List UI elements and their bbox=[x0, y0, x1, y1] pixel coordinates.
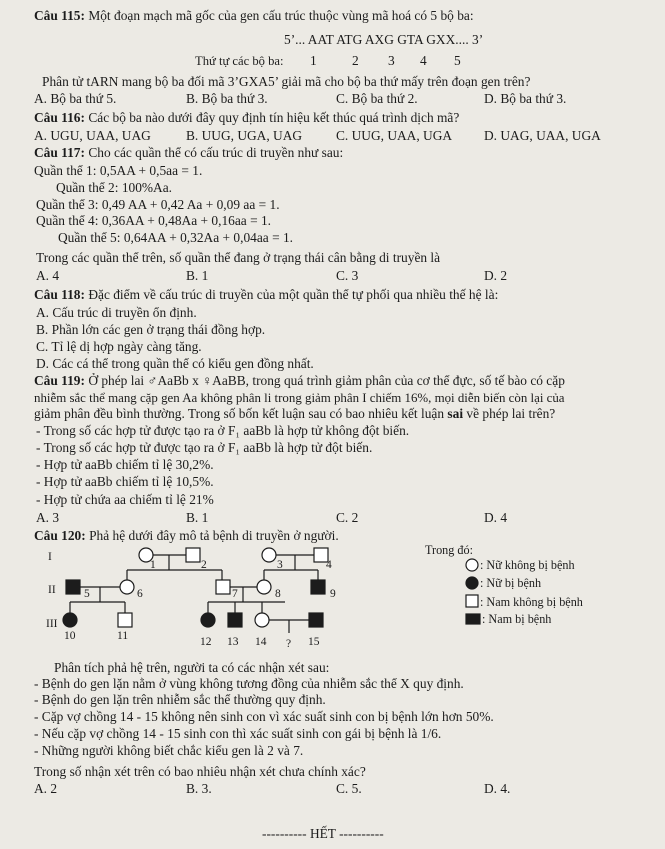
q117-option-d[interactable]: D. 2 bbox=[484, 268, 508, 283]
legend-male-healthy: : Nam không bị bệnh bbox=[480, 595, 583, 609]
gen-label-2: II bbox=[48, 584, 56, 596]
q119-statement-4: - Hợp tử aaBb chiếm tỉ lệ 10,5%. bbox=[36, 474, 214, 489]
q120-option-b[interactable]: B. 3. bbox=[186, 781, 212, 796]
individual-1-label: 1 bbox=[150, 559, 156, 571]
q120-option-a[interactable]: A. 2 bbox=[34, 781, 58, 796]
individual-7-label: 7 bbox=[232, 588, 238, 600]
q120-number: Câu 120: bbox=[34, 528, 86, 543]
individual-14-symbol bbox=[255, 613, 269, 627]
q116-header bbox=[34, 110, 459, 126]
pedigree-legend bbox=[425, 543, 583, 626]
gen-label-3: III bbox=[46, 618, 58, 630]
gen-label-1: I bbox=[48, 551, 52, 563]
unknown-child-label: ? bbox=[286, 638, 292, 650]
q119-number: Câu 119: bbox=[34, 373, 85, 388]
q120-intro: Phân tích phả hệ trên, người ta có các nhận xét sau: bbox=[54, 660, 330, 675]
q115-order-1: 1 bbox=[310, 53, 317, 68]
individual-11-symbol bbox=[118, 613, 132, 627]
q115-option-a[interactable]: A. Bộ ba thứ 5. bbox=[34, 91, 117, 106]
q117-pop-5: Quần thể 5: 0,64AA + 0,32Aa + 0,04aa = 1. bbox=[58, 230, 294, 245]
q120-statement-5: - Những người không biết chắc kiểu gen là 2 và 7. bbox=[34, 743, 304, 758]
individual-13-symbol bbox=[228, 613, 242, 627]
individual-11-label: 11 bbox=[117, 630, 129, 642]
q120-option-d[interactable]: D. 4. bbox=[484, 781, 511, 796]
individual-5-symbol bbox=[66, 580, 80, 594]
q118-text: Đặc điểm về cấu trúc di truyền của một quần thể tự phối qua nhiều thế hệ là: bbox=[88, 287, 499, 302]
q117-option-b[interactable]: B. 1 bbox=[186, 268, 209, 283]
individual-6-symbol bbox=[120, 580, 134, 594]
q119-option-d[interactable]: D. 4 bbox=[484, 510, 508, 525]
q116-option-a[interactable]: A. UGU, UAA, UAG bbox=[34, 128, 151, 143]
q115-question: Phân tử tARN mang bộ ba đối mã 3’GXA5’ giải mã cho bộ ba thứ mấy trên đoạn gen trên? bbox=[42, 74, 531, 89]
q118-number: Câu 118: bbox=[34, 287, 85, 302]
q117-option-c[interactable]: C. 3 bbox=[336, 268, 359, 283]
q120-statement-4: - Nếu cặp vợ chồng 14 - 15 sinh con thì xác suất sinh con gái bị bệnh là 1/6. bbox=[34, 726, 442, 741]
q119-text-3c: về phép lai trên? bbox=[463, 406, 556, 421]
q116-text: Các bộ ba nào dưới đây quy định tín hiệu kết thúc quá trình dịch mã? bbox=[88, 110, 460, 125]
individual-2-symbol bbox=[186, 548, 200, 562]
footer-end: ---------- HẾT ---------- bbox=[262, 826, 384, 841]
q117-pop-2: Quần thể 2: 100%Aa. bbox=[56, 180, 173, 195]
q119-statement-1: - Trong số các hợp tử được tạo ra ở F₁ aaBb là hợp tử không đột biến. bbox=[36, 423, 410, 438]
q118-option-a[interactable]: A. Cấu trúc di truyền ổn định. bbox=[36, 305, 197, 320]
q119-line-3 bbox=[34, 406, 555, 422]
q119-option-c[interactable]: C. 2 bbox=[336, 510, 359, 525]
individual-8-symbol bbox=[257, 580, 271, 594]
q115-order-label: Thứ tự các bộ ba: bbox=[195, 54, 284, 68]
q120-question: Trong số nhận xét trên có bao nhiêu nhận xét chưa chính xác? bbox=[34, 764, 366, 779]
individual-2-label: 2 bbox=[201, 559, 207, 571]
q117-header bbox=[34, 145, 343, 161]
legend-male-healthy-symbol bbox=[466, 595, 478, 607]
individual-10-label: 10 bbox=[64, 630, 76, 642]
individual-7-symbol bbox=[216, 580, 230, 594]
q115-order-5: 5 bbox=[454, 53, 461, 68]
q116-number: Câu 116: bbox=[34, 110, 85, 125]
q115-text: Một đoạn mạch mã gốc của gen cấu trúc thuộc vùng mã hoá có 5 bộ ba: bbox=[88, 8, 474, 23]
q119-text-1: Ở phép lai ♂AaBb x ♀AaBB, trong quá trình giảm phân của cơ thể đực, số tế bào có cặp bbox=[88, 373, 565, 388]
individual-8-label: 8 bbox=[275, 588, 281, 600]
legend-title: Trong đó: bbox=[425, 543, 473, 557]
q117-pop-4: Quần thể 4: 0,36AA + 0,48Aa + 0,16aa = 1. bbox=[36, 213, 272, 228]
q117-pop-3: Quần thể 3: 0,49 AA + 0,42 Aa + 0,09 aa = 1. bbox=[36, 197, 280, 212]
q115-order-4: 4 bbox=[420, 53, 427, 68]
q115-option-c[interactable]: C. Bộ ba thứ 2. bbox=[336, 91, 418, 106]
q119-line-2: nhiễm sắc thể mang cặp gen Aa không phân li trong giảm phân I chiếm 16%, mọi diễn biến còn lại của bbox=[34, 391, 565, 405]
q115-order-3: 3 bbox=[388, 53, 395, 68]
individual-4-label: 4 bbox=[326, 559, 332, 571]
q115-sequence: 5’... AAT ATG AXG GTA GXX.... 3’ bbox=[284, 32, 484, 47]
q120-text: Phả hệ dưới đây mô tả bệnh di truyền ở người. bbox=[89, 528, 339, 543]
individual-3-label: 3 bbox=[277, 559, 283, 571]
legend-female-affected-symbol bbox=[466, 577, 478, 589]
q118-option-b[interactable]: B. Phần lớn các gen ở trạng thái đồng hợp. bbox=[36, 322, 266, 337]
individual-5-label: 5 bbox=[84, 588, 90, 600]
q115-option-d[interactable]: D. Bộ ba thứ 3. bbox=[484, 91, 567, 106]
individual-10-symbol bbox=[63, 613, 77, 627]
pedigree-chart bbox=[0, 540, 665, 660]
q115-order-2: 2 bbox=[352, 53, 359, 68]
legend-female-affected: : Nữ bị bệnh bbox=[480, 576, 542, 590]
legend-female-healthy-symbol bbox=[466, 559, 478, 571]
q119-text-3b: sai bbox=[447, 406, 464, 421]
q119-option-a[interactable]: A. 3 bbox=[36, 510, 60, 525]
q116-option-b[interactable]: B. UUG, UGA, UAG bbox=[186, 128, 303, 143]
q119-text-3a: giảm phân đều bình thường. Trong số bốn kết luận sau có bao nhiêu kết luận bbox=[34, 406, 448, 421]
q116-option-d[interactable]: D. UAG, UAA, UGA bbox=[484, 128, 601, 143]
q118-header bbox=[34, 287, 498, 303]
individual-3-symbol bbox=[262, 548, 276, 562]
q117-text: Cho các quần thể có cấu trúc di truyền như sau: bbox=[88, 145, 344, 160]
individual-12-label: 12 bbox=[200, 636, 212, 648]
individual-15-label: 15 bbox=[308, 636, 320, 648]
q117-question: Trong các quần thể trên, số quần thể đang ở trạng thái cân bằng di truyền là bbox=[36, 250, 441, 265]
individual-15-symbol bbox=[309, 613, 323, 627]
q119-statement-2: - Trong số các hợp tử được tạo ra ở F₁ aaBb là hợp tử đột biến. bbox=[36, 440, 373, 455]
q119-statement-3: - Hợp tử aaBb chiếm tỉ lệ 30,2%. bbox=[36, 457, 214, 472]
q120-option-c[interactable]: C. 5. bbox=[336, 781, 362, 796]
individual-12-symbol bbox=[201, 613, 215, 627]
q118-option-c[interactable]: C. Tỉ lệ dị hợp ngày càng tăng. bbox=[36, 339, 202, 354]
legend-female-healthy: : Nữ không bị bệnh bbox=[480, 558, 575, 572]
q117-pop-1: Quần thể 1: 0,5AA + 0,5aa = 1. bbox=[34, 163, 203, 178]
individual-6-label: 6 bbox=[137, 588, 143, 600]
q118-option-d[interactable]: D. Các cá thể trong quần thể có kiểu gen đồng nhất. bbox=[36, 356, 314, 371]
individual-14-label: 14 bbox=[255, 636, 267, 648]
q117-option-a[interactable]: A. 4 bbox=[36, 268, 60, 283]
individual-9-label: 9 bbox=[330, 588, 336, 600]
q117-number: Câu 117: bbox=[34, 145, 85, 160]
q119-line-1 bbox=[34, 373, 565, 389]
q120-statement-1: - Bệnh do gen lặn nằm ở vùng không tương đồng của nhiễm sắc thể X quy định. bbox=[34, 676, 464, 691]
legend-male-affected: : Nam bị bệnh bbox=[482, 612, 552, 626]
q119-statement-5: - Hợp tử chứa aa chiếm tỉ lệ 21% bbox=[36, 492, 214, 507]
individual-13-label: 13 bbox=[227, 636, 239, 648]
q120-statement-2: - Bệnh do gen lặn trên nhiễm sắc thể thường quy định. bbox=[34, 692, 326, 707]
q116-option-c[interactable]: C. UUG, UAA, UGA bbox=[336, 128, 453, 143]
individual-9-symbol bbox=[311, 580, 325, 594]
legend-male-affected-symbol bbox=[466, 614, 480, 624]
q115-header bbox=[34, 8, 474, 24]
q115-option-b[interactable]: B. Bộ ba thứ 3. bbox=[186, 91, 268, 106]
q119-option-b[interactable]: B. 1 bbox=[186, 510, 209, 525]
q120-statement-3: - Cặp vợ chồng 14 - 15 không nên sinh con vì xác suất sinh con bị bệnh lớn hơn 50%. bbox=[34, 709, 494, 724]
q115-number: Câu 115: bbox=[34, 8, 85, 23]
